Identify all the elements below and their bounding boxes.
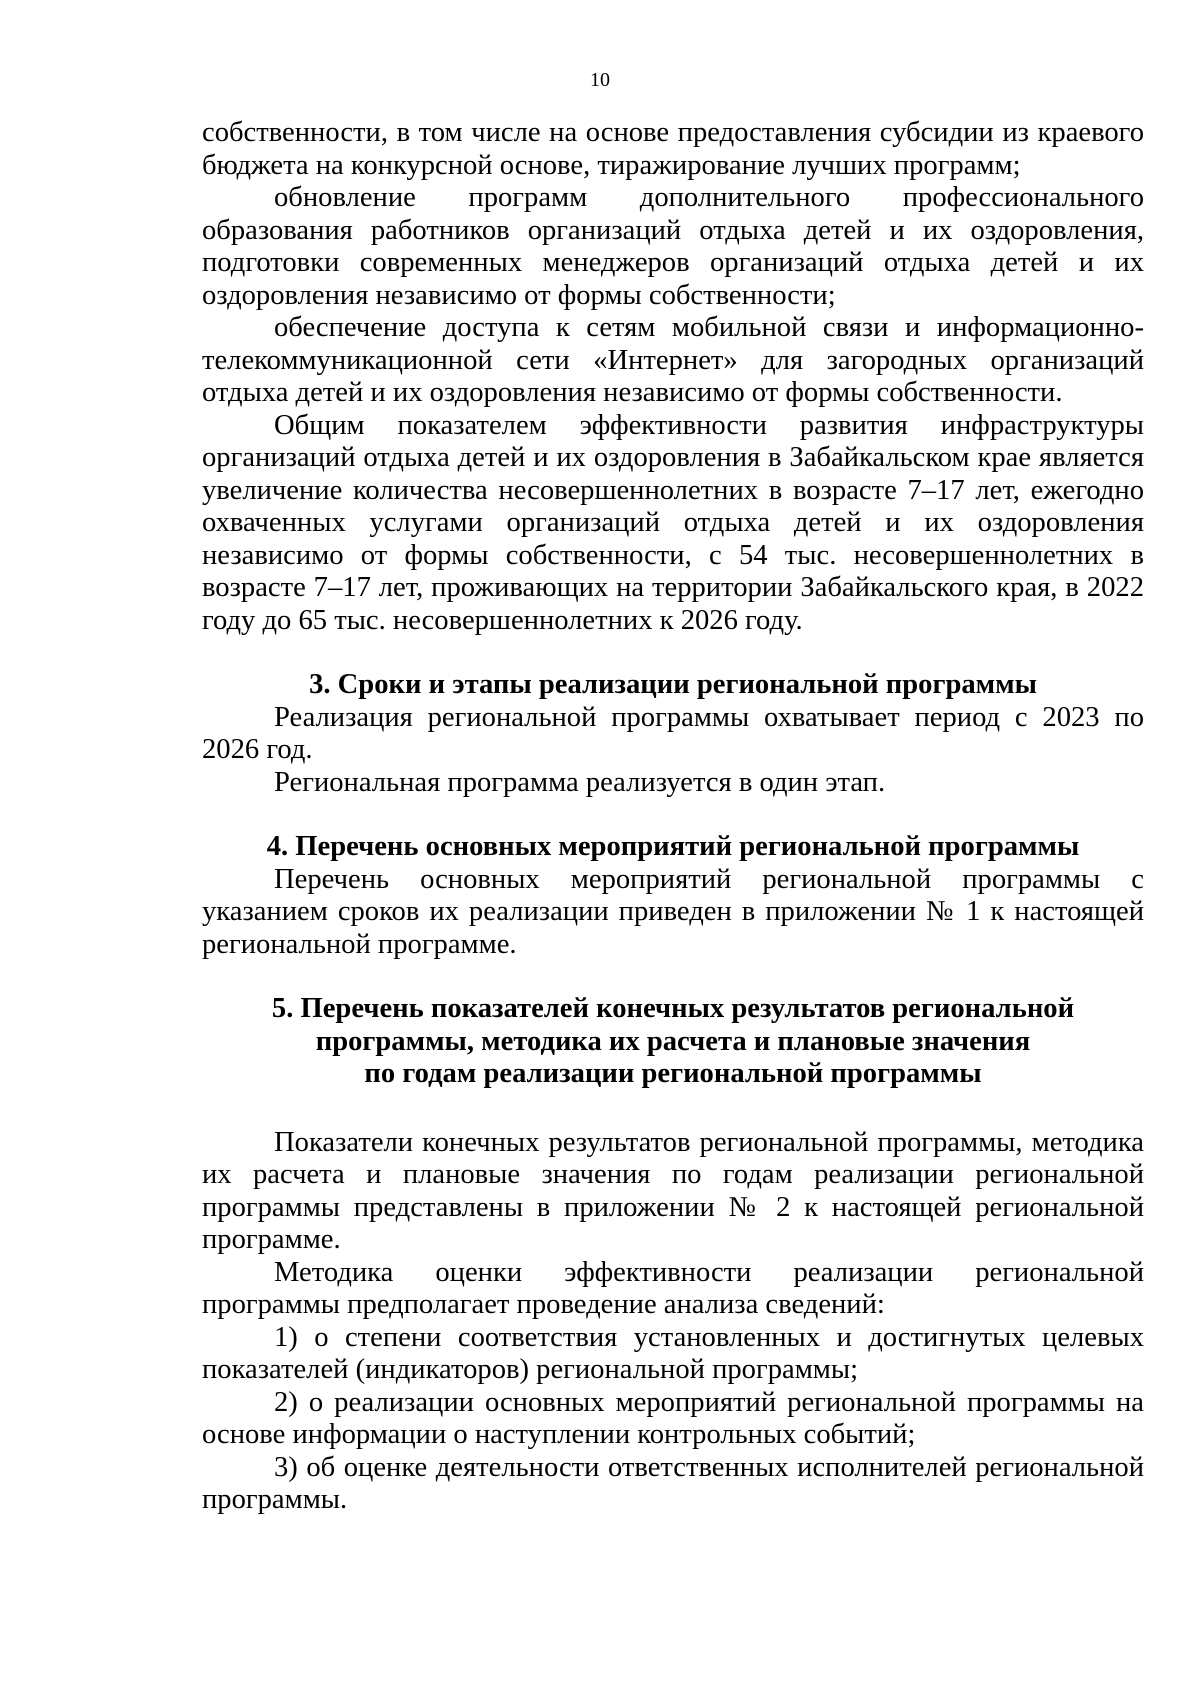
paragraph-measures-list: Перечень основных мероприятий региональной программы с указанием сроков их реализации приведен в приложении № 1 к настоящей региональной программе. bbox=[202, 863, 1144, 960]
list-item: 3) об оценке деятельности ответственных исполнителей региональной программы. bbox=[202, 1451, 1144, 1515]
paragraph-program-update: обновление программ дополнительного профессионального образования работников организаций отдыха детей и их оздоровления, подготовки современных менеджеров организаций отдыха детей и их оздоровления независимо от формы собственности; bbox=[202, 182, 1144, 311]
list-item: 2) о реализации основных мероприятий региональной программы на основе информации о наступлении контрольных событий; bbox=[202, 1386, 1144, 1450]
section-spacer bbox=[202, 961, 1144, 993]
paragraph-single-stage: Региональная программа реализуется в один этап. bbox=[274, 766, 886, 798]
paragraph-continuation: собственности, в том числе на основе предоставления субсидии из краевого бюджета на конкурсной основе, тиражирование лучших программ; bbox=[202, 117, 1144, 181]
section-spacer bbox=[202, 1091, 1144, 1127]
list-item: 1) о степени соответствия установленных и достигнутых целевых показателей (индикаторов) региональной программы; bbox=[202, 1321, 1144, 1385]
paragraph-efficiency-indicator: Общим показателем эффективности развития инфраструктуры организаций отдыха детей и их оздоровления в Забайкальском крае является увеличение количества несовершеннолетних в возрасте 7–17 лет, ежегодно охваченных услугами организаций отдыха детей и их оздоровления независимо от формы собственности, с 54 тыс. несовершеннолетних в возрасте 7–17 лет, проживающих на территории Забайкальского края, в 2022 году до 65 тыс. несовершеннолетних к 2026 году. bbox=[202, 409, 1144, 636]
section-4-heading: 4. Перечень основных мероприятий региональной программы bbox=[266, 831, 1080, 862]
document-body bbox=[202, 117, 1144, 1517]
section-5-heading-line: 5. Перечень показателей конечных результатов региональной bbox=[271, 993, 1075, 1024]
section-spacer bbox=[202, 799, 1144, 831]
section-5-heading-line: по годам реализации региональной программы bbox=[364, 1058, 982, 1089]
section-3-heading: 3. Сроки и этапы реализации региональной программы bbox=[309, 669, 1037, 700]
section-5-heading-line: программы, методика их расчета и плановые значения bbox=[315, 1025, 1031, 1057]
section-spacer bbox=[202, 637, 1144, 669]
paragraph-network-access: обеспечение доступа к сетям мобильной связи и информационно-телекоммуникационной сети «Интернет» для загородных организаций отдыха детей и их оздоровления независимо от формы собственности. bbox=[202, 312, 1144, 408]
page-number: 10 bbox=[590, 69, 610, 91]
paragraph-implementation-period: Реализация региональной программы охватывает период с 2023 по 2026 год. bbox=[202, 701, 1144, 765]
section-5-heading bbox=[202, 993, 1144, 1091]
paragraph-result-indicators: Показатели конечных результатов региональной программы, методика их расчета и плановые значения по годам реализации региональной программы представлены в приложении № 2 к настоящей региональной программе. bbox=[202, 1126, 1144, 1255]
paragraph-evaluation-method: Методика оценки эффективности реализации региональной программы предполагает проведение анализа сведений: bbox=[202, 1256, 1144, 1320]
